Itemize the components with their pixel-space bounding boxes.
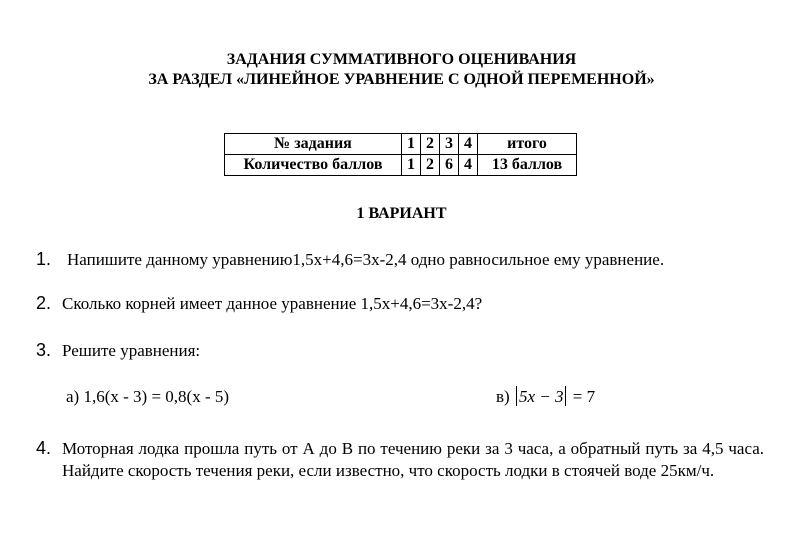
abs-bar-left xyxy=(516,386,517,406)
task-3b-label: в) xyxy=(496,387,510,406)
cell-points-label: Количество баллов xyxy=(225,155,402,176)
cell-points-4: 4 xyxy=(459,155,478,176)
abs-bar-right xyxy=(565,386,566,406)
cell-points-2: 2 xyxy=(421,155,440,176)
task-3b-equation xyxy=(496,386,595,408)
task-4-text: Моторная лодка прошла путь от А до В по течению реки за 3 часа, а обратный путь за 4,5 часа. Найдите скорость течения реки, если известно, что скорость лодки в стоячей воде 25км/ч. xyxy=(62,439,764,480)
score-table xyxy=(224,133,577,176)
score-table-row-task-numbers xyxy=(225,134,577,155)
task-3b-rhs: = 7 xyxy=(572,387,596,406)
title-line-2: ЗА РАЗДЕЛ «ЛИНЕЙНОЕ УРАВНЕНИЕ С ОДНОЙ ПЕРЕМЕННОЙ» xyxy=(148,71,655,88)
cell-task-4: 4 xyxy=(459,134,478,155)
variant-heading: 1 ВАРИАНТ xyxy=(356,205,447,222)
cell-task-3: 3 xyxy=(440,134,459,155)
score-table-row-points xyxy=(225,155,577,176)
cell-points-1: 1 xyxy=(402,155,421,176)
cell-task-1: 1 xyxy=(402,134,421,155)
cell-task-number-label: № задания xyxy=(225,134,402,155)
cell-task-2: 2 xyxy=(421,134,440,155)
title-line-1: ЗАДАНИЯ СУММАТИВНОГО ОЦЕНИВАНИЯ xyxy=(226,51,577,68)
task-3b-abs-expression: 5x − 3 xyxy=(518,387,564,406)
task-1-text: Напишите данному уравнению1,5х+4,6=3х-2,4 одно равносильное ему уравнение. xyxy=(67,250,665,269)
task-4-number: 4. xyxy=(36,438,52,458)
cell-total-label: итого xyxy=(478,134,577,155)
cell-points-total: 13 баллов xyxy=(478,155,577,176)
task-2-text: Сколько корней имеет данное уравнение 1,5х+4,6=3х-2,4? xyxy=(62,294,483,313)
task-3-text: Решите уравнения: xyxy=(62,341,201,360)
task-1-number: 1. xyxy=(36,249,52,269)
task-3a-equation: а) 1,6(х - 3) = 0,8(х - 5) xyxy=(66,387,230,406)
task-2-number: 2. xyxy=(36,293,52,313)
cell-points-3: 6 xyxy=(440,155,459,176)
task-3-number: 3. xyxy=(36,340,52,360)
